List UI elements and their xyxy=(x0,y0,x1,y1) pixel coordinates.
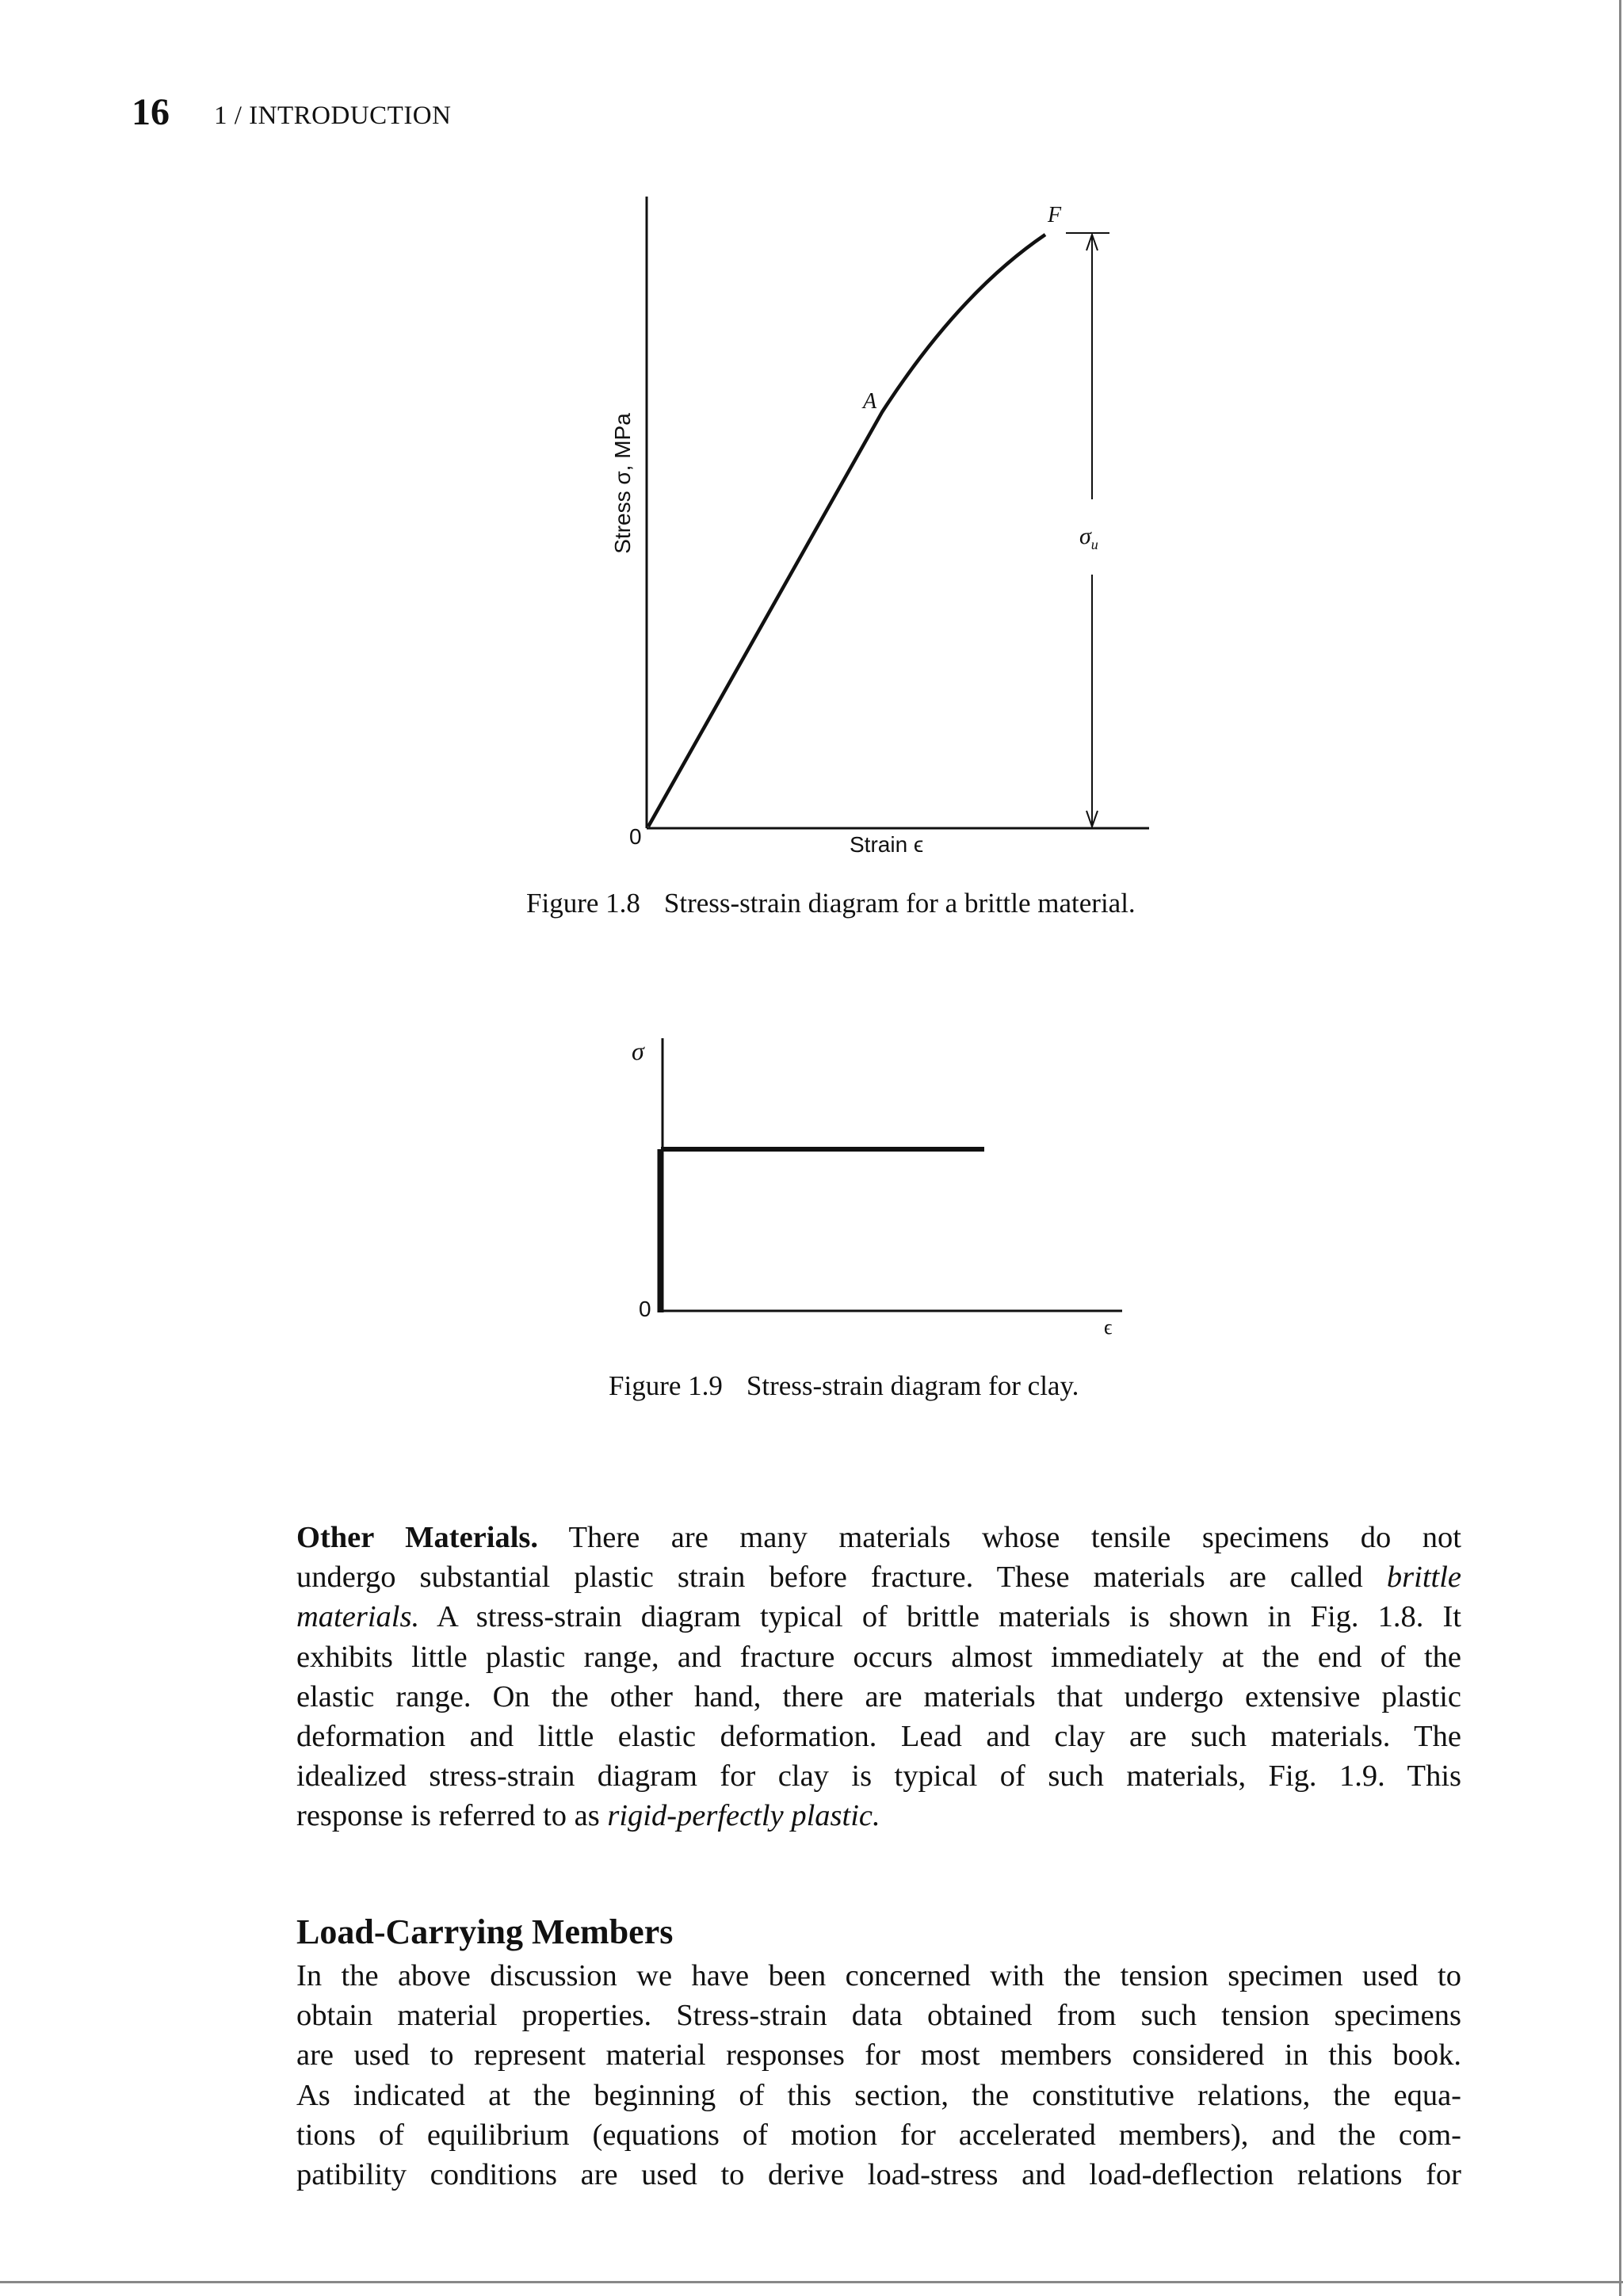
p2-line-3: are used to represent material responses for most members considered in this book. xyxy=(296,2038,1461,2073)
running-head: 1 / INTRODUCTION xyxy=(214,101,452,130)
p1-line-6: deformation and little elastic deformation. Lead and clay are such materials. The xyxy=(296,1719,1461,1753)
p1-line-2: undergo substantial plastic strain before fracture. These materials are called brittle xyxy=(296,1561,1462,1595)
fig19-x-axis-label: ϵ xyxy=(1104,1316,1113,1339)
fig18-y-axis-label: Stress σ, MPa xyxy=(610,413,635,554)
fig18-x-axis-label: Strain ϵ xyxy=(850,832,924,857)
fig19-y-axis-label: σ xyxy=(632,1037,644,1065)
p2-line-5: tions of equilibrium (equations of motion for accelerated members), and the com- xyxy=(296,2118,1461,2152)
figure-1-9-caption-text: Stress-strain diagram for clay. xyxy=(746,1370,1079,1401)
paragraph-other-materials xyxy=(296,1518,1461,1836)
p2-line-6: patibility conditions are used to derive load-stress and load-deflection relations for xyxy=(296,2157,1461,2191)
p2-line-4: As indicated at the beginning of this section, the constitutive relations, the equa- xyxy=(296,2078,1461,2112)
p1-line-8: response is referred to as rigid-perfectly plastic. xyxy=(296,1799,880,1833)
p1-line-3: materials. A stress-strain diagram typical of brittle materials is shown in Fig. 1.8. It xyxy=(296,1600,1461,1634)
p1-run-in-head: Other Materials. xyxy=(296,1521,539,1554)
p1-line-1: Other Materials. There are many materials whose tensile specimens do not xyxy=(296,1521,1461,1554)
page-edge-bottom xyxy=(0,2281,1623,2283)
fig18-origin-label: 0 xyxy=(629,824,642,849)
p2-line-2: obtain material properties. Stress-strain data obtained from such tension specimens xyxy=(296,1999,1461,2033)
fig18-sigma-u-symbol: σ xyxy=(1079,523,1091,549)
page-number: 16 xyxy=(132,91,170,133)
figure-1-9-caption xyxy=(609,1370,1079,1402)
paragraph-load-carrying-members xyxy=(296,1956,1461,2195)
fig18-point-f-label: F xyxy=(1048,203,1062,227)
p1-line-7: idealized stress-strain diagram for clay is typical of such materials, Fig. 1.9. This xyxy=(296,1759,1461,1794)
p1-line-4: exhibits little plastic range, and fracture occurs almost immediately at the end of the xyxy=(296,1640,1461,1674)
fig18-sigma-u-subscript: u xyxy=(1090,537,1098,552)
section-heading: Load-Carrying Members xyxy=(296,1912,674,1951)
p1-line-5: elastic range. On the other hand, there are materials that undergo extensive plastic xyxy=(296,1679,1461,1713)
figure-1-9-caption-number: Figure 1.9 xyxy=(609,1370,723,1401)
p2-line-1: In the above discussion we have been concerned with the tension specimen used to xyxy=(296,1959,1461,1992)
figure-1-8-caption-text: Stress-strain diagram for a brittle material. xyxy=(663,888,1136,919)
figure-1-8-caption-number: Figure 1.8 xyxy=(526,888,640,919)
fig18-point-a-label: A xyxy=(863,389,877,414)
fig19-origin-label: 0 xyxy=(639,1297,651,1321)
